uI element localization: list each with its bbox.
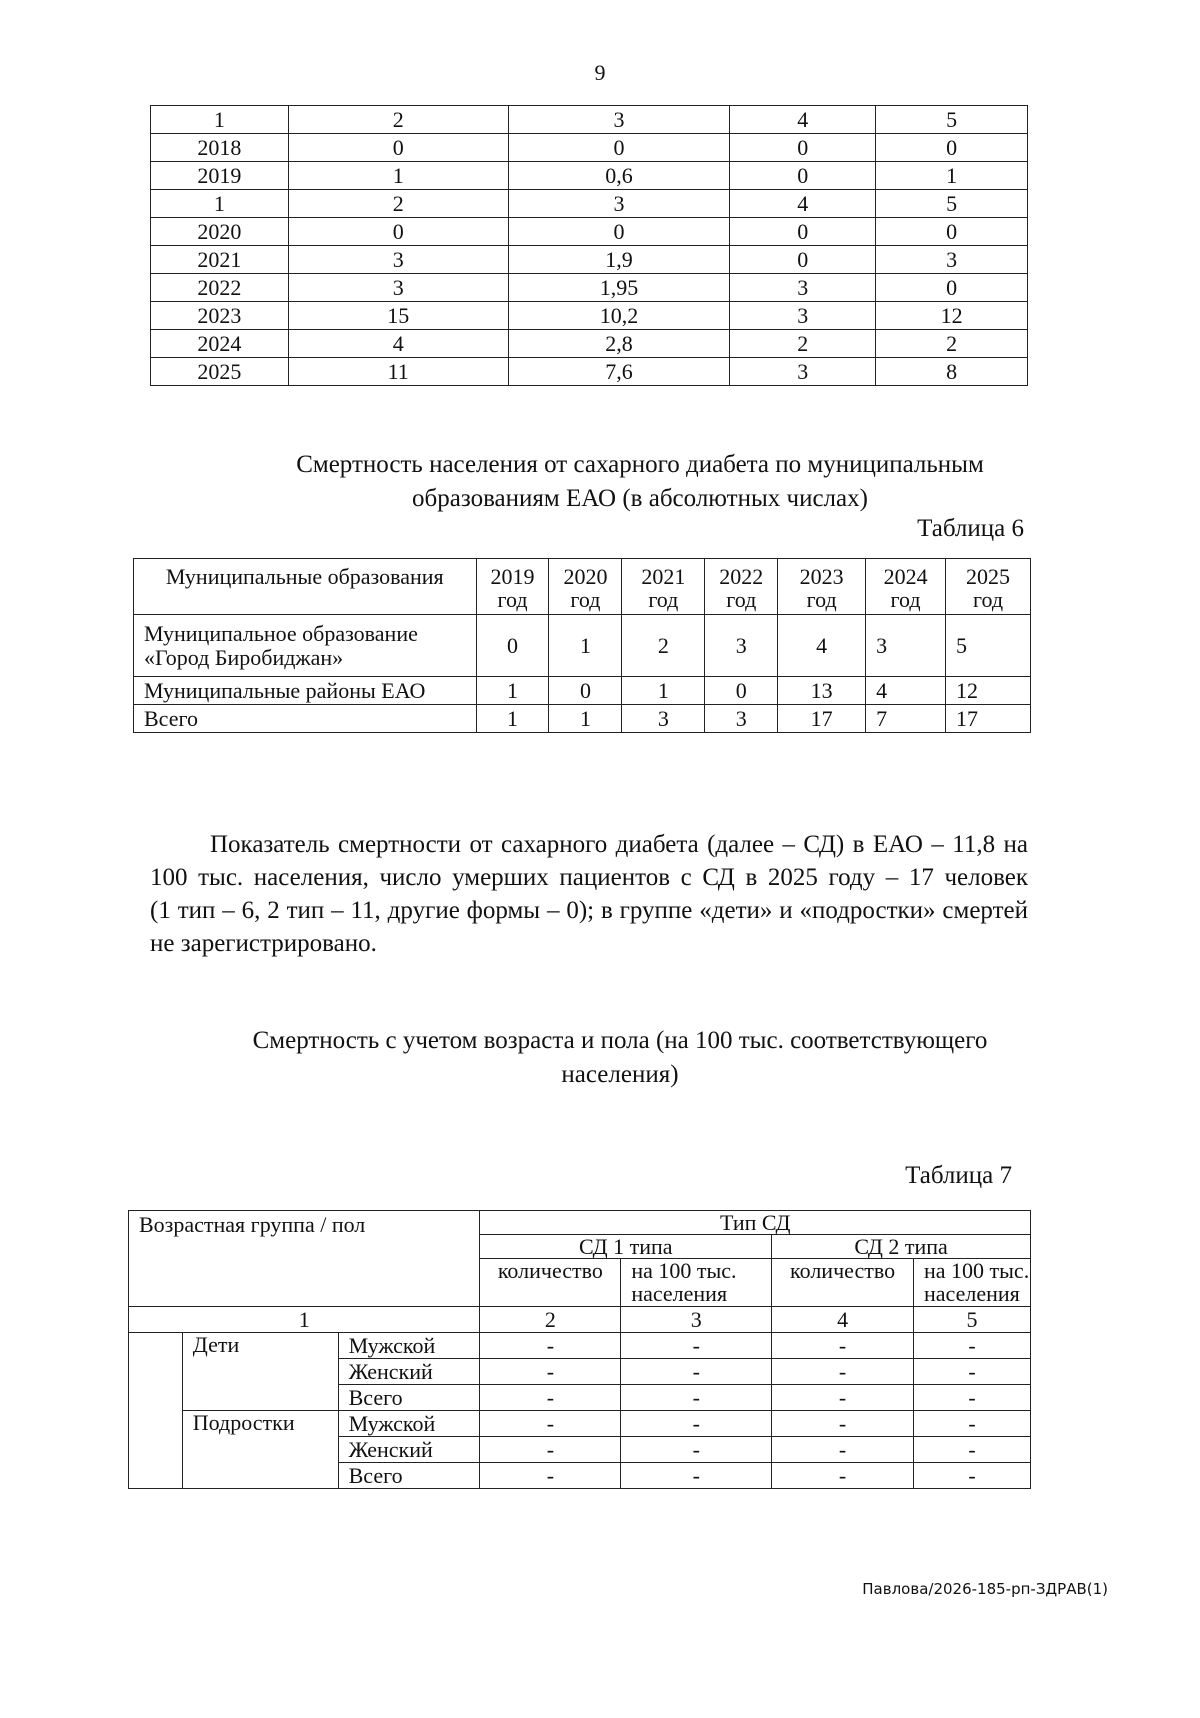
year-cell: 2022 bbox=[151, 274, 289, 302]
dash-cell: - bbox=[480, 1437, 621, 1463]
value-cell: 7,6 bbox=[508, 358, 730, 386]
table-6 bbox=[133, 558, 1031, 733]
header-type-2: СД 2 типа bbox=[772, 1235, 1031, 1259]
header-year-value: 2025 bbox=[966, 564, 1011, 589]
table-row bbox=[134, 677, 1031, 705]
row-name-line: «Город Биробиджан» bbox=[144, 644, 344, 670]
dash-cell: - bbox=[621, 1411, 772, 1437]
dash-cell: - bbox=[621, 1333, 772, 1359]
sex-total: Всего bbox=[338, 1385, 480, 1411]
continuation-table bbox=[150, 105, 1028, 386]
cell: 1 bbox=[622, 677, 705, 705]
dash-cell: - bbox=[914, 1333, 1031, 1359]
col-number: 4 bbox=[772, 1307, 914, 1333]
header-year bbox=[549, 559, 622, 615]
table-row bbox=[129, 1333, 1031, 1359]
value-cell: 3 bbox=[508, 106, 730, 134]
header-year-value: 2020 bbox=[563, 564, 608, 589]
value-cell: 4 bbox=[730, 190, 876, 218]
table-row bbox=[151, 330, 1028, 358]
value-cell: 0 bbox=[730, 162, 876, 190]
value-cell: 15 bbox=[288, 302, 508, 330]
section-title-line: образованиям ЕАО (в абсолютных числах) bbox=[412, 485, 868, 512]
cell: 5 bbox=[946, 615, 1031, 677]
value-cell: 0 bbox=[876, 274, 1028, 302]
dash-cell: - bbox=[914, 1437, 1031, 1463]
section-title-line: Смертность населения от сахарного диабета по муниципальным bbox=[296, 451, 984, 478]
dash-cell: - bbox=[480, 1385, 621, 1411]
value-cell: 0 bbox=[508, 134, 730, 162]
cell: 4 bbox=[778, 615, 866, 677]
sex-female: Женский bbox=[338, 1437, 480, 1463]
value-cell: 2 bbox=[876, 330, 1028, 358]
page-number: 9 bbox=[594, 60, 606, 85]
cell: 17 bbox=[946, 705, 1031, 733]
table-6-label: Таблица 6 bbox=[917, 515, 1024, 542]
cell: 1 bbox=[476, 677, 549, 705]
dash-cell: - bbox=[621, 1437, 772, 1463]
dash-cell: - bbox=[772, 1437, 914, 1463]
section-title-line: населения) bbox=[561, 1061, 679, 1088]
header-year-value: 2022 bbox=[719, 564, 764, 589]
value-cell: 0 bbox=[288, 218, 508, 246]
header-year-unit: год bbox=[972, 587, 1004, 613]
value-cell: 1 bbox=[876, 162, 1028, 190]
cell: 2 bbox=[622, 615, 705, 677]
cell: 1 bbox=[549, 705, 622, 733]
sex-female: Женский bbox=[338, 1359, 480, 1385]
header-year-unit: год bbox=[726, 587, 757, 613]
value-cell: 11 bbox=[288, 358, 508, 386]
header-municipal: Муниципальные образования bbox=[134, 559, 477, 615]
dash-cell: - bbox=[621, 1385, 772, 1411]
cell: 1 bbox=[549, 615, 622, 677]
value-cell: 0 bbox=[288, 134, 508, 162]
value-cell: 3 bbox=[508, 190, 730, 218]
year-cell: 2021 bbox=[151, 246, 289, 274]
header-year-unit: год bbox=[570, 587, 601, 613]
table-row bbox=[129, 1411, 1031, 1437]
table-row bbox=[151, 274, 1028, 302]
value-cell: 0 bbox=[730, 134, 876, 162]
col-number: 2 bbox=[480, 1307, 621, 1333]
dash-cell: - bbox=[480, 1333, 621, 1359]
table-row bbox=[151, 302, 1028, 330]
table-row bbox=[151, 162, 1028, 190]
header-year-value: 2024 bbox=[883, 564, 928, 589]
value-cell: 5 bbox=[876, 106, 1028, 134]
row-name: Муниципальные районы ЕАО bbox=[134, 677, 477, 705]
year-cell: 1 bbox=[151, 190, 289, 218]
header-per-100k-line: населения bbox=[924, 1281, 1020, 1307]
value-cell: 2 bbox=[730, 330, 876, 358]
header-year bbox=[778, 559, 866, 615]
header-per-100k bbox=[914, 1259, 1031, 1307]
dash-cell: - bbox=[914, 1359, 1031, 1385]
value-cell: 3 bbox=[730, 302, 876, 330]
header-year-unit: год bbox=[497, 587, 528, 613]
paragraph-line: 100 тыс. населения, число умерших пациентов с СД в 2025 году – 17 человек bbox=[150, 864, 1028, 891]
year-cell: 2019 bbox=[151, 162, 289, 190]
paragraph-line: Показатель смертности от сахарного диабета (далее – СД) в ЕАО – 11,8 на bbox=[210, 831, 1028, 858]
cell: 0 bbox=[705, 677, 778, 705]
sex-male: Мужской bbox=[338, 1411, 480, 1437]
value-cell: 12 bbox=[876, 302, 1028, 330]
value-cell: 1 bbox=[288, 162, 508, 190]
year-cell: 2024 bbox=[151, 330, 289, 358]
header-per-100k bbox=[621, 1259, 772, 1307]
value-cell: 4 bbox=[288, 330, 508, 358]
dash-cell: - bbox=[621, 1463, 772, 1489]
value-cell: 0,6 bbox=[508, 162, 730, 190]
header-year bbox=[946, 559, 1031, 615]
header-year-value: 2019 bbox=[490, 564, 535, 589]
value-cell: 3 bbox=[730, 358, 876, 386]
value-cell: 0 bbox=[730, 218, 876, 246]
value-cell: 0 bbox=[876, 134, 1028, 162]
cell: 0 bbox=[476, 615, 549, 677]
dash-cell: - bbox=[480, 1359, 621, 1385]
cell: 13 bbox=[778, 677, 866, 705]
row-name: Всего bbox=[134, 705, 477, 733]
year-cell: 2018 bbox=[151, 134, 289, 162]
dash-cell: - bbox=[772, 1463, 914, 1489]
dash-cell: - bbox=[914, 1385, 1031, 1411]
dash-cell: - bbox=[772, 1411, 914, 1437]
header-diabetes-type: Тип СД bbox=[480, 1211, 1031, 1235]
cell: 17 bbox=[778, 705, 866, 733]
value-cell: 2 bbox=[288, 190, 508, 218]
cell: 3 bbox=[705, 705, 778, 733]
cell: 4 bbox=[866, 677, 946, 705]
row-name bbox=[134, 615, 477, 677]
year-cell: 2025 bbox=[151, 358, 289, 386]
value-cell: 4 bbox=[730, 106, 876, 134]
header-age-group-sex: Возрастная группа / пол bbox=[129, 1211, 480, 1307]
value-cell: 8 bbox=[876, 358, 1028, 386]
header-per-100k-line: на 100 тыс. bbox=[631, 1258, 737, 1284]
mortality-paragraph bbox=[150, 828, 1028, 960]
header-year bbox=[622, 559, 705, 615]
table-row bbox=[151, 190, 1028, 218]
section-title-mortality-age-sex bbox=[0, 1024, 1200, 1092]
table-7 bbox=[128, 1210, 1031, 1489]
dash-cell: - bbox=[772, 1359, 914, 1385]
value-cell: 3 bbox=[730, 274, 876, 302]
table-row bbox=[151, 106, 1028, 134]
sex-male: Мужской bbox=[338, 1333, 480, 1359]
dash-cell: - bbox=[914, 1411, 1031, 1437]
value-cell: 1,95 bbox=[508, 274, 730, 302]
value-cell: 2,8 bbox=[508, 330, 730, 358]
header-year bbox=[476, 559, 549, 615]
dash-cell: - bbox=[772, 1385, 914, 1411]
value-cell: 0 bbox=[730, 246, 876, 274]
table-row bbox=[151, 358, 1028, 386]
value-cell: 10,2 bbox=[508, 302, 730, 330]
sex-total: Всего bbox=[338, 1463, 480, 1489]
value-cell: 0 bbox=[876, 218, 1028, 246]
group-children: Дети bbox=[182, 1333, 338, 1411]
dash-cell: - bbox=[480, 1463, 621, 1489]
year-cell: 1 bbox=[151, 106, 289, 134]
col-number: 1 bbox=[129, 1307, 480, 1333]
blank-cell bbox=[129, 1333, 183, 1489]
header-year-value: 2021 bbox=[641, 564, 686, 589]
cell: 0 bbox=[549, 677, 622, 705]
header-year-unit: год bbox=[806, 587, 837, 613]
header-count: количество bbox=[480, 1259, 621, 1307]
table-7-label: Таблица 7 bbox=[905, 1162, 1012, 1189]
dash-cell: - bbox=[914, 1463, 1031, 1489]
document-footer-code: Павлова/2026-185-рп-ЗДРАВ(1) bbox=[862, 1580, 1108, 1598]
value-cell: 3 bbox=[288, 274, 508, 302]
header-count: количество bbox=[772, 1259, 914, 1307]
value-cell: 0 bbox=[508, 218, 730, 246]
value-cell: 1,9 bbox=[508, 246, 730, 274]
cell: 3 bbox=[705, 615, 778, 677]
header-year-unit: год bbox=[890, 587, 921, 613]
cell: 12 bbox=[946, 677, 1031, 705]
table-row bbox=[151, 246, 1028, 274]
year-cell: 2020 bbox=[151, 218, 289, 246]
value-cell: 5 bbox=[876, 190, 1028, 218]
cell: 3 bbox=[866, 615, 946, 677]
header-year-unit: год bbox=[648, 587, 679, 613]
dash-cell: - bbox=[772, 1333, 914, 1359]
header-year-value: 2023 bbox=[799, 564, 844, 589]
col-number: 3 bbox=[621, 1307, 772, 1333]
year-cell: 2023 bbox=[151, 302, 289, 330]
cell: 3 bbox=[622, 705, 705, 733]
table-row bbox=[151, 218, 1028, 246]
group-teens: Подростки bbox=[182, 1411, 338, 1489]
table-row bbox=[151, 134, 1028, 162]
header-per-100k-line: на 100 тыс. bbox=[924, 1258, 1030, 1284]
value-cell: 3 bbox=[288, 246, 508, 274]
cell: 7 bbox=[866, 705, 946, 733]
table-row bbox=[134, 615, 1031, 677]
dash-cell: - bbox=[621, 1359, 772, 1385]
row-name-line: Муниципальное образование bbox=[144, 621, 418, 647]
value-cell: 3 bbox=[876, 246, 1028, 274]
table-row bbox=[134, 705, 1031, 733]
col-number: 5 bbox=[914, 1307, 1031, 1333]
paragraph-line: (1 тип – 6, 2 тип – 11, другие формы – 0); в группе «дети» и «подростки» смертей bbox=[150, 897, 1028, 924]
paragraph-line: не зарегистрировано. bbox=[150, 930, 377, 957]
cell: 1 bbox=[476, 705, 549, 733]
dash-cell: - bbox=[480, 1411, 621, 1437]
section-title-mortality-municipal bbox=[0, 448, 1200, 516]
value-cell: 2 bbox=[288, 106, 508, 134]
header-per-100k-line: населения bbox=[631, 1281, 728, 1307]
header-year bbox=[866, 559, 946, 615]
header-type-1: СД 1 типа bbox=[480, 1235, 772, 1259]
section-title-line: Смертность с учетом возраста и пола (на 100 тыс. соответствующего bbox=[252, 1027, 988, 1054]
header-year bbox=[705, 559, 778, 615]
